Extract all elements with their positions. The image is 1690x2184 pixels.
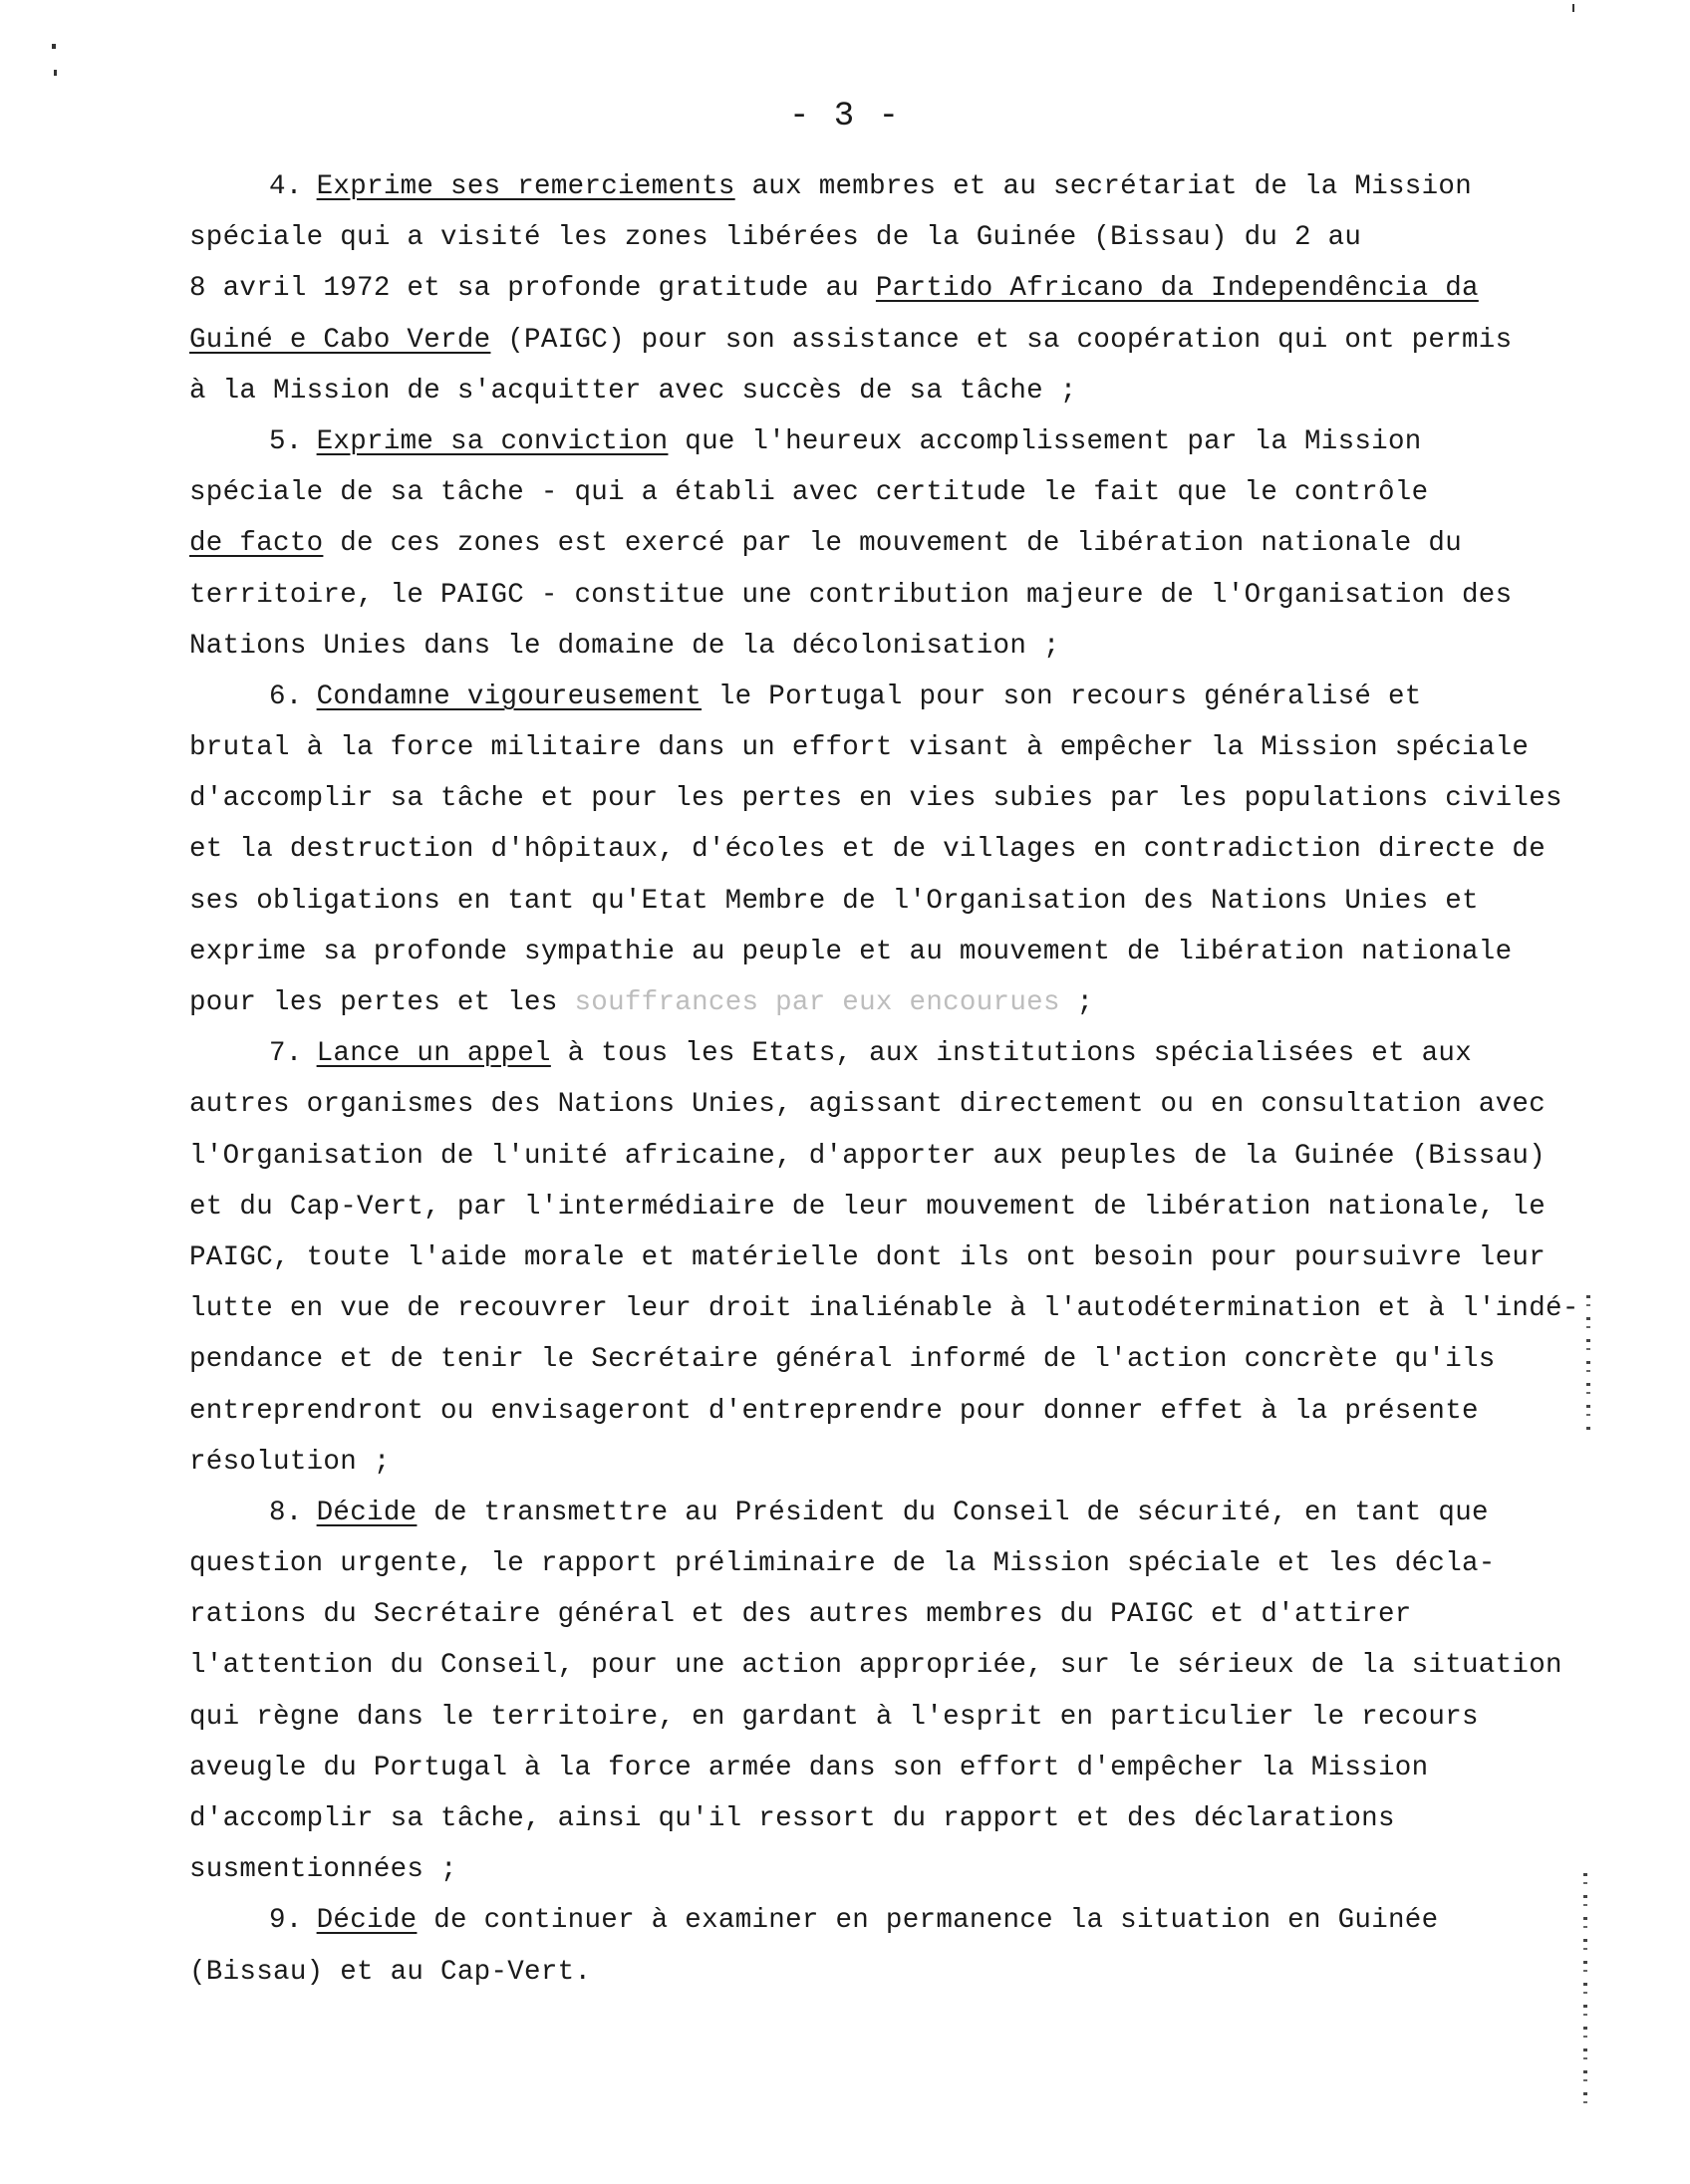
line-text: 8 avril 1972 et sa profonde gratitude au [189, 273, 876, 305]
text-line [189, 1743, 1495, 1793]
text-line [189, 1182, 1547, 1232]
text-line [189, 1131, 1547, 1182]
paragraph-number: 9. [269, 1905, 303, 1937]
underlined-operative-verb: Partido Africano da Independência da [875, 273, 1479, 305]
paragraph-number: 6. [269, 681, 303, 712]
text-line [189, 1028, 1495, 1079]
text-line [189, 518, 1495, 569]
text-line [189, 1488, 1495, 1538]
paragraph-8 [189, 1488, 1562, 1896]
line-text: de ces zones est exercé par le mouvement de libération nationale du [323, 528, 1463, 560]
line-text: de continuer à examiner en permanence la situation en Guinée [417, 1905, 1439, 1937]
underlined-operative-verb: Décide [316, 1905, 418, 1937]
text-line [189, 977, 1495, 1028]
line-text: l'Organisation de l'unité africaine, d'apporter aux peuples de la Guinée (Bissau) [189, 1140, 1547, 1172]
line-text: ses obligations en tant qu'Etat Membre de l'Organisation des Nations Unies et [189, 885, 1479, 917]
underlined-operative-verb: de facto [189, 528, 324, 560]
text-line [189, 1844, 1495, 1895]
underlined-operative-verb: Lance un appel [316, 1038, 551, 1070]
text-line [189, 263, 1495, 314]
line-text: pendance et de tenir le Secrétaire général informé de l'action concrète qu'ils [189, 1344, 1496, 1376]
line-text: d'accomplir sa tâche, ainsi qu'il ressort du rapport et des déclarations [189, 1803, 1395, 1834]
text-line [189, 1232, 1547, 1283]
line-text: susmentionnées ; [189, 1854, 457, 1886]
line-text: et du Cap-Vert, par l'intermédiaire de leur mouvement de libération nationale, le [189, 1191, 1547, 1223]
text-line [189, 1589, 1495, 1640]
underlined-operative-verb: Exprime ses remerciements [316, 171, 735, 202]
scan-speck [54, 70, 57, 76]
text-line [189, 876, 1495, 927]
underlined-operative-verb: Exprime sa conviction [316, 425, 669, 457]
text-line [189, 773, 1562, 824]
line-text: ; [1059, 987, 1094, 1018]
underlined-operative-verb: Guiné e Cabo Verde [189, 324, 491, 356]
paragraph-number: 5. [269, 425, 303, 457]
text-line [189, 1334, 1495, 1385]
line-text: question urgente, le rapport préliminaire de la Mission spéciale et les décla- [189, 1548, 1496, 1580]
scan-edge-noise [1583, 1873, 1587, 2112]
paragraph-5 [189, 416, 1513, 672]
text-line [189, 1640, 1562, 1691]
line-text: territoire, le PAIGC - constitue une contribution majeure de l'Organisation des [189, 579, 1513, 611]
paragraph-9 [189, 1895, 1495, 1997]
paragraph-number: 7. [269, 1038, 303, 1070]
line-text: l'attention du Conseil, pour une action appropriée, sur le sérieux de la situation [189, 1650, 1562, 1682]
line-text: lutte en vue de recouvrer leur droit inaliénable à l'autodétermination et à l'indé- [189, 1293, 1579, 1325]
scan-speck [52, 44, 56, 49]
faded-text: souffrances par eux encourues [574, 987, 1060, 1018]
paragraph-4 [189, 161, 1513, 416]
line-text: (Bissau) et au Cap-Vert. [189, 1956, 592, 1988]
paragraph-6 [189, 672, 1562, 1028]
line-text: autres organismes des Nations Unies, agissant directement ou en consultation avec [189, 1089, 1547, 1121]
text-line [189, 366, 1495, 416]
text-line [189, 927, 1513, 977]
text-line [189, 722, 1530, 773]
text-line [189, 621, 1495, 672]
line-text: (PAIGC) pour son assistance et sa coopération qui ont permis [490, 324, 1513, 356]
scan-edge-noise [1586, 1295, 1590, 1435]
line-text: qui règne dans le territoire, en gardant à l'esprit en particulier le recours [189, 1701, 1479, 1733]
scan-speck [1572, 4, 1574, 12]
text-line [189, 1793, 1495, 1844]
paragraph-number: 4. [269, 171, 303, 202]
text-line [189, 1437, 1495, 1488]
text-line [189, 467, 1495, 518]
line-text: à la Mission de s'acquitter avec succès de sa tâche ; [189, 375, 1077, 407]
line-text: pour les pertes et les [189, 987, 575, 1018]
text-line [189, 1538, 1495, 1589]
line-text: résolution ; [189, 1446, 391, 1478]
text-line [189, 672, 1495, 722]
line-text: Nations Unies dans le domaine de la décolonisation ; [189, 630, 1060, 662]
text-line [189, 161, 1495, 212]
text-line [189, 1692, 1495, 1743]
paragraph-number: 8. [269, 1497, 303, 1528]
text-line [189, 416, 1495, 467]
line-text: exprime sa profonde sympathie au peuple et au mouvement de libération nationale [189, 936, 1513, 967]
line-text: spéciale qui a visité les zones libérées de la Guinée (Bissau) du 2 au [189, 222, 1362, 254]
line-text: et la destruction d'hôpitaux, d'écoles et de villages en contradiction directe de [189, 834, 1547, 866]
line-text: de transmettre au Président du Conseil de sécurité, en tant que [417, 1497, 1489, 1528]
line-text: que l'heureux accomplissement par la Mission [668, 425, 1422, 457]
line-text: à tous les Etats, aux institutions spécialisées et aux [550, 1038, 1473, 1070]
text-line [189, 315, 1513, 366]
text-line [189, 824, 1547, 875]
line-text: entreprendront ou envisageront d'entreprendre pour donner effet à la présente [189, 1395, 1479, 1427]
text-line [189, 1079, 1547, 1130]
line-text: PAIGC, toute l'aide morale et matérielle dont ils ont besoin pour poursuivre leur [189, 1241, 1547, 1273]
text-line [189, 1895, 1495, 1946]
line-text: d'accomplir sa tâche et pour les pertes en vies subies par les populations civiles [189, 783, 1562, 815]
text-line [189, 570, 1513, 621]
text-line [189, 212, 1495, 263]
line-text: brutal à la force militaire dans un effort visant à empêcher la Mission spéciale [189, 732, 1530, 764]
text-line [189, 1947, 1495, 1998]
line-text: aveugle du Portugal à la force armée dans son effort d'empêcher la Mission [189, 1752, 1429, 1783]
line-text: rations du Secrétaire général et des autres membres du PAIGC et d'attirer [189, 1599, 1412, 1631]
line-text: spéciale de sa tâche - qui a établi avec certitude le fait que le contrôle [189, 477, 1429, 509]
line-text: le Portugal pour son recours généralisé et [702, 681, 1422, 712]
resolution-body [189, 161, 1579, 1998]
page-number: - 3 - [788, 98, 902, 136]
underlined-operative-verb: Condamne vigoureusement [316, 681, 703, 712]
text-line [189, 1283, 1579, 1334]
paragraph-7 [189, 1028, 1579, 1488]
underlined-operative-verb: Décide [316, 1497, 418, 1528]
text-line [189, 1386, 1495, 1437]
line-text: aux membres et au secrétariat de la Mission [734, 171, 1473, 202]
